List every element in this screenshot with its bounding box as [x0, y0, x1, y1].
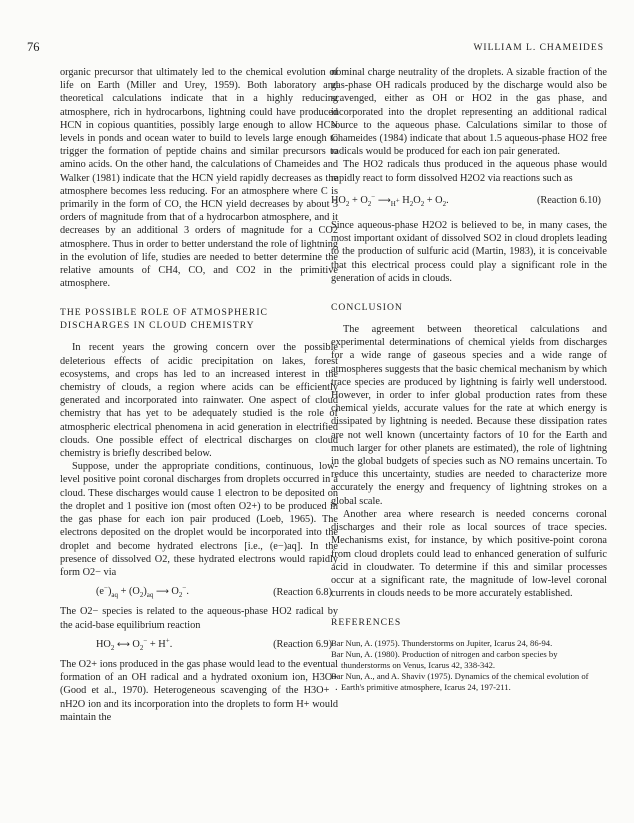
paragraph: Since aqueous-phase H2O2 is believed to be, in many cases, the most important oxidant of dissolved SO2 in cloud droplets leading to the production of sulfuric acid (Martin, 1983), it is conceivable that this electrical process could play a significant role in the generation of acids in clouds.	[331, 220, 607, 284]
page-number: 76	[27, 40, 40, 54]
section-heading: CONCLUSION	[331, 302, 403, 314]
reference-item: Bar Nun, A. (1980). Production of nitrogen and carbon species by thunderstorms on Venus, Icarus 42, 338-342.	[331, 649, 558, 671]
running-header-author: WILLIAM L. CHAMEIDES	[473, 43, 604, 53]
equation-body: $HO_2 + O_2^-$ $⟶_{H^+}$ $H_2O_2 + O_2$.	[331, 192, 449, 208]
paragraph: The HO2 radicals thus produced in the aqueous phase would rapidly react to form dissolved H2O2 via reactions such as	[331, 159, 607, 184]
equation-6-9	[60, 638, 338, 652]
paragraph: The O2+ ions produced in the gas phase would lead to the eventual formation of an OH radical and a hydrated oxonium ion, H3O+ (Good et al., 1970). Heterogeneous scavenging of the H3O+ · nH2O ion and its incorporation into the droplets to form H+ would maintain the	[60, 658, 338, 723]
equation-label: (Reaction 6.8)	[273, 586, 332, 598]
paragraph: The O2− species is related to the aqueous-phase HO2 radical by the acid-base equilibrium reaction	[60, 606, 338, 631]
equation-body: $(e^-)_{aq} + (O_2)_{aq}$ ⟶ $O_2^-$.	[96, 583, 189, 600]
left-column	[60, 66, 338, 724]
section-heading: REFERENCES	[331, 617, 402, 629]
paragraph: nominal charge neutrality of the droplets. A sizable fraction of the gas-phase OH radicals produced by the discharge would also be scavenged, either as OH or HO2 in the gas phase, and incorporated into the droplet representing an additional radical source to the aqueous phase. Calculations similar to those of Chameides (1984) indicate that about 1.5 aqueous-phase HO2 free radicals would be produced for each ion pair generated.	[331, 67, 607, 158]
paragraph: organic precursor that ultimately led to the chemical evolution of life on Earth (Miller and Urey, 1959). Both laboratory and theoretical calculations indicate that in a highly reducing atmosphere, rich in hydrocarbons, lightning could have produced HCN in copious quantities, possibly large enough to allow HCN levels in ponds and ocean water to build to levels large enough to trigger the formation of peptide chains and similar precursors to amino acids. On the other hand, the calculations of Chameides and Walker (1981) indicate that the HCN yield rapidly decreases as the atmosphere becomes less reducing. For an atmosphere where C is primarily in the form of CO, the HCN yield decreases by about 3 orders of magnitude from that of a hydrocarbon atmosphere, and it decreases by an additional 3 orders of magnitude for a CO2 atmosphere. Thus in order to better understand the role of lightning in the evolution of life, studies are needed to better determine the relative amounts of CH4, CO, and CO2 in the primitive atmosphere.	[60, 67, 338, 290]
paragraph: In recent years the growing concern over the possible deleterious effects of acidic precipitation on lakes, forest ecosystems, and crops has led to an increased interest in the chemistry of clouds, a region where acids can be efficiently generated and incorporated into rainwater. One aspect of cloud chemistry that has yet to be adequately studied is the role of atmospheric electrical phenomena in acid generation in electrified clouds. One possible effect of electrical discharges on cloud chemistry is briefly described below.	[60, 342, 338, 460]
equation-6-10	[331, 194, 607, 208]
equation-6-8	[60, 585, 338, 599]
section-heading: THE POSSIBLE ROLE OF ATMOSPHERIC DISCHARGES IN CLOUD CHEMISTRY	[60, 307, 268, 332]
reference-item: Bar Nun, A. (1975). Thunderstorms on Jupiter, Icarus 24, 86-94.	[331, 638, 553, 649]
paragraph: Another area where research is needed concerns coronal discharges and their role as local sources of trace species. Mechanisms exist, for instance, by which positive-point corona from cloud droplets could lead to enhanced generation of sulfuric acid in cloudwater. To determine if this and similar processes occur at a significant rate, the magnitude of low-level coronal currents in clouds needs to be more accurately established.	[331, 508, 607, 600]
equation-label: (Reaction 6.10)	[536, 195, 601, 207]
equation-body: $HO_2$ ⟷ $O_2^- + H^+$.	[96, 636, 173, 652]
paragraph: The agreement between theoretical calculations and experimental determinations of chemical yields from discharges for a wide range of gaseous species and a wide range of atmospheres suggests that the basic chemical mechanism by which trace species are produced by lightning is fairly well understood. However, in order to infer global production rates from these chemical yields, accurate values for the rate at which energy is dissipated by lightning is needed. Because these dissipation rates are not well known (uncertainty factors of 10 for the Earth and much larger for other planets are estimated), the role of lightning in the global budgets of species such as NO remains uncertain. To reduce this uncertainty, studies are needed to characterize more accurately the energy and frequency of lightning strokes on a global scale.	[331, 324, 607, 507]
reference-item: Bar Nun, A., and A. Shaviv (1975). Dynamics of the chemical evolution of Earth's primitive atmosphere, Icarus 24, 197-211.	[331, 671, 589, 693]
paragraph: Suppose, under the appropriate conditions, continuous, low-level positive point coronal discharges from droplets occurred in a cloud. These discharges would cause 1 electron to be deposited on the droplet and 1 positive ion (most often O2+) to be produced in the gas phase for each ion pair produced (Loeb, 1965). The electrons deposited on the droplet would be incorporated into the droplet and become hydrated electrons [i.e., (e−)aq]. In the presence of dissolved O2, these hydrated electrons would rapidly form O2− via	[60, 461, 338, 578]
reference-list	[331, 638, 607, 693]
equation-label: (Reaction 6.9)	[273, 639, 332, 651]
right-column	[331, 66, 607, 693]
